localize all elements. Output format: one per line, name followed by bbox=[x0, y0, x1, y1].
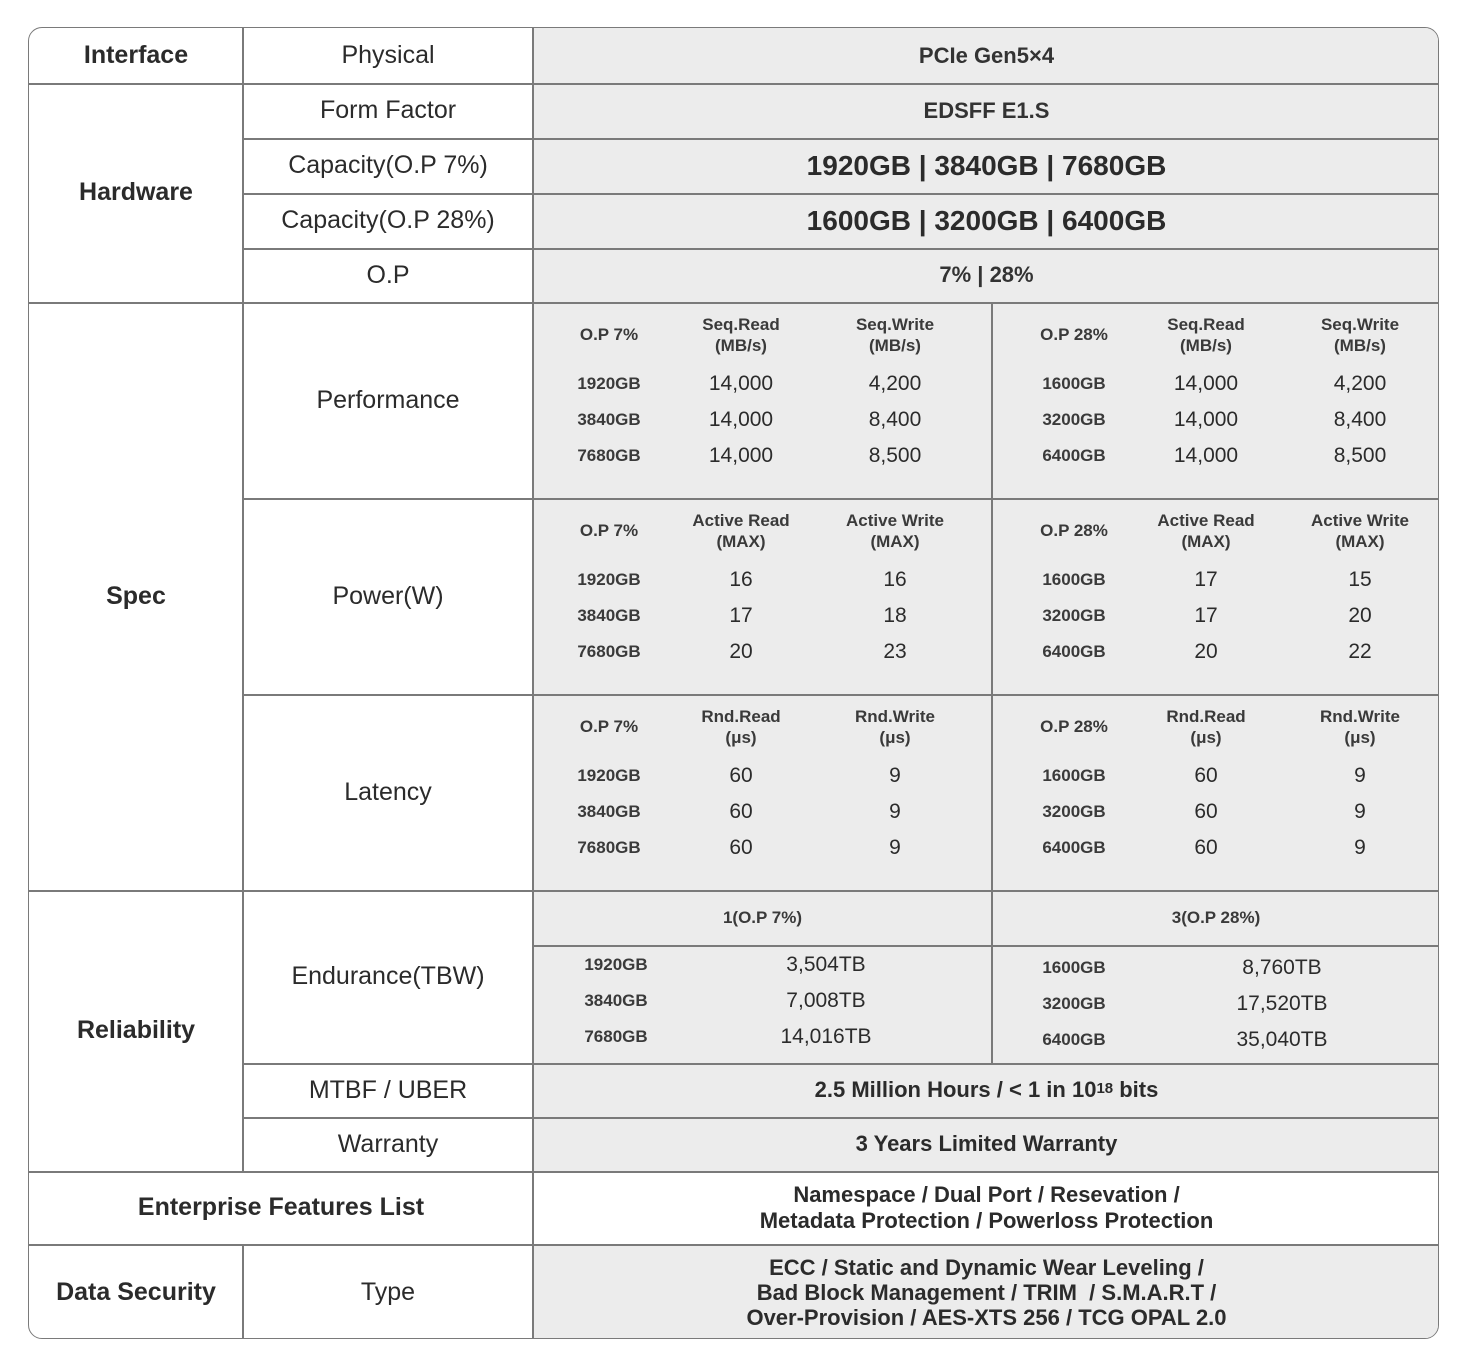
performance-right-value: 14,000 bbox=[1173, 444, 1239, 467]
label-power: Power(W) bbox=[332, 581, 444, 610]
power-left-op-header: O.P 7% bbox=[579, 521, 639, 540]
label-physical: Physical bbox=[341, 41, 435, 69]
power-right-value: 17 bbox=[1194, 568, 1218, 591]
latency-right-value: 60 bbox=[1194, 836, 1218, 859]
performance-left-col1-unit: (MB/s) bbox=[715, 336, 767, 355]
latency-left-op-header: O.P 7% bbox=[579, 717, 639, 736]
performance-left-value: 4,200 bbox=[868, 372, 922, 395]
latency-left-value: 9 bbox=[889, 836, 901, 859]
category-enterprise: Enterprise Features List bbox=[137, 1193, 425, 1221]
performance-right-col1-header: Seq.Read bbox=[1167, 315, 1245, 334]
power-left-capacity: 1920GB bbox=[577, 570, 641, 589]
latency-right-capacity: 6400GB bbox=[1042, 838, 1106, 857]
label-mtbf: MTBF / UBER bbox=[308, 1075, 468, 1104]
value-enterprise bbox=[533, 1171, 1439, 1244]
performance-left-value: 8,400 bbox=[868, 408, 922, 431]
label-endurance: Endurance(TBW) bbox=[291, 962, 485, 990]
power-right-col2-header: Active Write bbox=[1311, 511, 1409, 530]
enterprise-line-1: Namespace / Dual Port / Resevation / bbox=[793, 1181, 1180, 1207]
endurance-header-right: 3(O.P 28%) bbox=[1171, 907, 1261, 927]
spec-table bbox=[28, 27, 1439, 1339]
latency-left-value: 9 bbox=[889, 800, 901, 823]
latency-left-col1-unit: (μs) bbox=[725, 728, 757, 747]
power-left-capacity: 3840GB bbox=[577, 606, 641, 625]
value-warranty: 3 Years Limited Warranty bbox=[855, 1131, 1118, 1156]
performance-left-value: 14,000 bbox=[708, 372, 774, 395]
security-line-2: Bad Block Management / TRIM / S.M.A.R.T / bbox=[756, 1279, 1217, 1305]
label-capacity-7: Capacity(O.P 7%) bbox=[288, 151, 488, 179]
latency-left-value: 60 bbox=[729, 764, 753, 787]
category-reliability: Reliability bbox=[76, 1016, 196, 1044]
security-line-3: Over-Provision / AES-XTS 256 / TCG OPAL 2.0 bbox=[746, 1304, 1227, 1330]
category-interface: Interface bbox=[83, 41, 189, 69]
latency-right-value: 9 bbox=[1354, 800, 1366, 823]
power-left-value: 16 bbox=[883, 568, 907, 591]
value-capacity-7: 1920GB | 3840GB | 7680GB bbox=[806, 149, 1167, 181]
latency-right-col1-unit: (μs) bbox=[1190, 728, 1222, 747]
label-form-factor: Form Factor bbox=[319, 96, 457, 124]
power-right-op-header: O.P 28% bbox=[1040, 521, 1108, 540]
value-mtbf bbox=[533, 1063, 1439, 1117]
endurance-right-tbw: 8,760TB bbox=[1242, 956, 1322, 979]
endurance-left-tbw: 14,016TB bbox=[780, 1025, 872, 1048]
latency-left-col2-header: Rnd.Write bbox=[855, 707, 935, 726]
label-warranty: Warranty bbox=[337, 1129, 439, 1158]
power-right-value: 22 bbox=[1348, 640, 1372, 663]
latency-right-value: 60 bbox=[1194, 800, 1218, 823]
latency-left-col2-unit: (μs) bbox=[879, 728, 911, 747]
power-right-col2-unit: (MAX) bbox=[1335, 532, 1385, 551]
endurance-right-tbw: 35,040TB bbox=[1236, 1028, 1328, 1051]
power-left-value: 23 bbox=[883, 640, 907, 663]
power-left-col2-header: Active Write bbox=[846, 511, 944, 530]
performance-right-value: 4,200 bbox=[1333, 372, 1387, 395]
mtbf-exponent: 18 bbox=[1096, 1079, 1114, 1097]
latency-right-capacity: 1600GB bbox=[1042, 766, 1106, 785]
performance-right-value: 8,500 bbox=[1333, 444, 1387, 467]
label-capacity-28: Capacity(O.P 28%) bbox=[281, 206, 495, 234]
endurance-right-tbw: 17,520TB bbox=[1236, 992, 1328, 1015]
latency-left-capacity: 3840GB bbox=[577, 802, 641, 821]
performance-left-capacity: 1920GB bbox=[577, 374, 641, 393]
label-performance: Performance bbox=[316, 385, 460, 414]
performance-right-col2-unit: (MB/s) bbox=[1334, 336, 1386, 355]
latency-right-col2-unit: (μs) bbox=[1344, 728, 1376, 747]
latency-left-col1-header: Rnd.Read bbox=[701, 707, 781, 726]
power-left-value: 20 bbox=[729, 640, 753, 663]
latency-right-capacity: 3200GB bbox=[1042, 802, 1106, 821]
mtbf-text: 2.5 Million Hours / < 1 in 10 bbox=[814, 1077, 1097, 1102]
category-spec: Spec bbox=[106, 581, 166, 610]
value-physical: PCIe Gen5×4 bbox=[918, 42, 1055, 68]
performance-left-capacity: 3840GB bbox=[577, 410, 641, 429]
value-capacity-28: 1600GB | 3200GB | 6400GB bbox=[806, 204, 1167, 236]
power-right-capacity: 3200GB bbox=[1042, 606, 1106, 625]
category-data-security: Data Security bbox=[56, 1277, 216, 1306]
latency-right-value: 9 bbox=[1354, 764, 1366, 787]
performance-right-value: 14,000 bbox=[1173, 408, 1239, 431]
label-type: Type bbox=[360, 1277, 416, 1306]
power-right-col1-header: Active Read bbox=[1157, 511, 1255, 530]
endurance-left-capacity: 7680GB bbox=[584, 1027, 648, 1046]
endurance-left-tbw: 3,504TB bbox=[786, 953, 866, 976]
latency-left-value: 60 bbox=[729, 800, 753, 823]
performance-left-col2-header: Seq.Write bbox=[855, 315, 935, 334]
power-right-value: 15 bbox=[1348, 568, 1372, 591]
category-hardware: Hardware bbox=[79, 178, 193, 206]
latency-left-value: 9 bbox=[889, 764, 901, 787]
power-left-capacity: 7680GB bbox=[577, 642, 641, 661]
performance-left-col1-header: Seq.Read bbox=[702, 315, 780, 334]
enterprise-line-2: Metadata Protection / Powerloss Protection bbox=[759, 1207, 1214, 1233]
latency-right-col1-header: Rnd.Read bbox=[1166, 707, 1246, 726]
power-right-capacity: 6400GB bbox=[1042, 642, 1106, 661]
value-form-factor: EDSFF E1.S bbox=[923, 97, 1050, 123]
performance-left-capacity: 7680GB bbox=[577, 446, 641, 465]
performance-left-op-header: O.P 7% bbox=[579, 325, 639, 344]
endurance-right-capacity: 6400GB bbox=[1042, 1030, 1106, 1049]
performance-left-value: 14,000 bbox=[708, 444, 774, 467]
performance-right-capacity: 3200GB bbox=[1042, 410, 1106, 429]
security-line-1: ECC / Static and Dynamic Wear Leveling / bbox=[769, 1254, 1204, 1280]
endurance-header-left: 1(O.P 7%) bbox=[722, 907, 803, 927]
power-left-value: 16 bbox=[729, 568, 753, 591]
performance-right-col1-unit: (MB/s) bbox=[1180, 336, 1232, 355]
power-right-value: 20 bbox=[1194, 640, 1218, 663]
performance-right-value: 14,000 bbox=[1173, 372, 1239, 395]
performance-right-col2-header: Seq.Write bbox=[1320, 315, 1400, 334]
latency-left-capacity: 1920GB bbox=[577, 766, 641, 785]
label-latency: Latency bbox=[344, 777, 432, 806]
power-left-value: 18 bbox=[883, 604, 907, 627]
endurance-left-tbw: 7,008TB bbox=[786, 989, 866, 1012]
endurance-left-capacity: 1920GB bbox=[584, 955, 648, 974]
performance-right-capacity: 6400GB bbox=[1042, 446, 1106, 465]
latency-right-value: 60 bbox=[1194, 764, 1218, 787]
latency-left-capacity: 7680GB bbox=[577, 838, 641, 857]
latency-left-value: 60 bbox=[729, 836, 753, 859]
power-left-col2-unit: (MAX) bbox=[870, 532, 920, 551]
performance-left-value: 8,500 bbox=[868, 444, 922, 467]
label-op: O.P bbox=[366, 260, 410, 289]
latency-right-col2-header: Rnd.Write bbox=[1320, 707, 1400, 726]
endurance-left-capacity: 3840GB bbox=[584, 991, 648, 1010]
latency-right-value: 9 bbox=[1354, 836, 1366, 859]
endurance-right-capacity: 1600GB bbox=[1042, 958, 1106, 977]
power-left-value: 17 bbox=[729, 604, 753, 627]
performance-right-op-header: O.P 28% bbox=[1040, 325, 1108, 344]
power-right-capacity: 1600GB bbox=[1042, 570, 1106, 589]
performance-right-value: 8,400 bbox=[1333, 408, 1387, 431]
power-right-col1-unit: (MAX) bbox=[1181, 532, 1231, 551]
latency-right-op-header: O.P 28% bbox=[1040, 717, 1108, 736]
value-op: 7% | 28% bbox=[939, 262, 1034, 287]
power-left-col1-header: Active Read bbox=[692, 511, 790, 530]
power-left-col1-unit: (MAX) bbox=[716, 532, 766, 551]
value-security bbox=[533, 1244, 1439, 1339]
power-right-value: 17 bbox=[1194, 604, 1218, 627]
power-right-value: 20 bbox=[1348, 604, 1372, 627]
mtbf-unit: bits bbox=[1113, 1077, 1159, 1102]
endurance-right-capacity: 3200GB bbox=[1042, 994, 1106, 1013]
performance-left-col2-unit: (MB/s) bbox=[869, 336, 921, 355]
performance-right-capacity: 1600GB bbox=[1042, 374, 1106, 393]
performance-left-value: 14,000 bbox=[708, 408, 774, 431]
